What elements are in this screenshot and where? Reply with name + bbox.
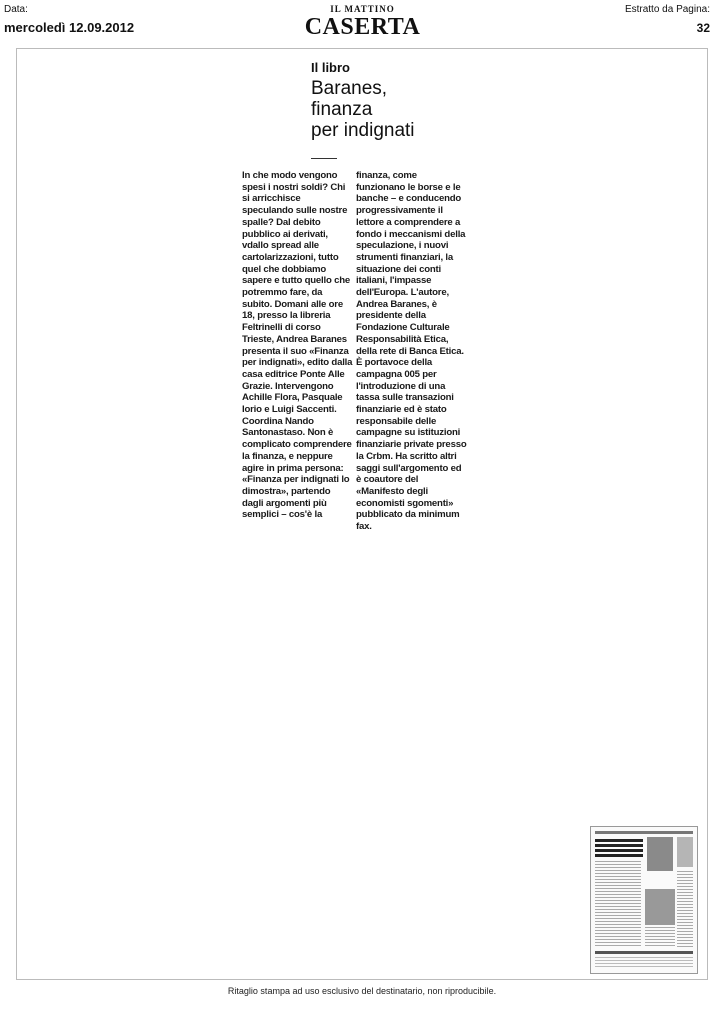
column-text: In che modo vengono spesi i nostri soldi? Chi si arricchisce speculando sulle nostre spalle? Dal debito pubblico ai derivati, vdallo spread alle cartolarizzazioni, tutto quel che dobbiamo sapere e tutto quello che potremmo fare, da subito. Domani alle ore 18, presso la libreria Feltrinelli di corso Trieste, Andrea Baranes presenta il suo «Finanza per indignati», edito dalla casa editrice Ponte Alle Grazie. Intervengono Achille Flora, Pasquale Iorio e Luigi Saccenti. Coordina Nando Santonastaso. Non è complicato comprendere la finanza, e neppure agire in prima persona: «Finanza per indignati lo dimostra», partendo dagli argomenti più semplici – cos'è la [242, 170, 353, 521]
thumbnail-header [595, 831, 693, 834]
thumbnail-text [645, 927, 675, 947]
article-headline [311, 78, 415, 141]
page-thumbnail [590, 826, 698, 974]
thumbnail-photo [647, 837, 673, 871]
thumbnail-footer-text [595, 957, 693, 967]
article-column-1 [242, 170, 354, 521]
thumbnail-text [595, 861, 641, 947]
headline-line: per indignati [311, 120, 415, 141]
thumbnail-text [677, 871, 693, 947]
article-kicker: Il libro [311, 60, 350, 75]
page-value: 32 [696, 21, 710, 35]
headline-line: finanza [311, 99, 373, 120]
footer-disclaimer: Ritaglio stampa ad uso esclusivo del destinatario, non riproducibile. [227, 986, 497, 996]
masthead-logo [290, 4, 435, 40]
page-label: Estratto da Pagina: [624, 4, 710, 15]
column-text: finanza, come funzionano le borse e le banche – e conducendo progressivamente il lettore a comprendere a fondo i meccanismi della speculazione, i nuovi strumenti finanziari, la situazione dei conti italiani, l'impasse dell'Europa. L'autore, Andrea Baranes, è presidente della Fondazione Culturale Responsabilità Etica, della rete di Banca Etica. È portavoce della campagna 005 per l'introduzione di una tassa sulle transazioni finanziarie ed è stato responsabile delle campagne su istituzioni finanziarie private presso la Crbm. Ha scritto altri saggi sull'argomento ed è coautore del «Manifesto degli economisti sgomenti» pubblicato da minimum fax. [356, 170, 467, 533]
thumbnail-sidebar [677, 837, 693, 867]
date-value: mercoledì 12.09.2012 [4, 20, 135, 35]
thumbnail-footer-rule [595, 951, 693, 954]
headline-line: Baranes, [311, 78, 388, 99]
headline-rule [311, 158, 337, 159]
header-date [4, 4, 134, 34]
thumbnail-photo [645, 889, 675, 925]
masthead-small: IL MATTINO [330, 4, 395, 14]
masthead-big: CASERTA [304, 14, 421, 40]
header-page [625, 4, 710, 34]
date-label: Data: [4, 4, 28, 15]
thumbnail-title [595, 839, 643, 857]
article-column-2 [356, 170, 468, 533]
